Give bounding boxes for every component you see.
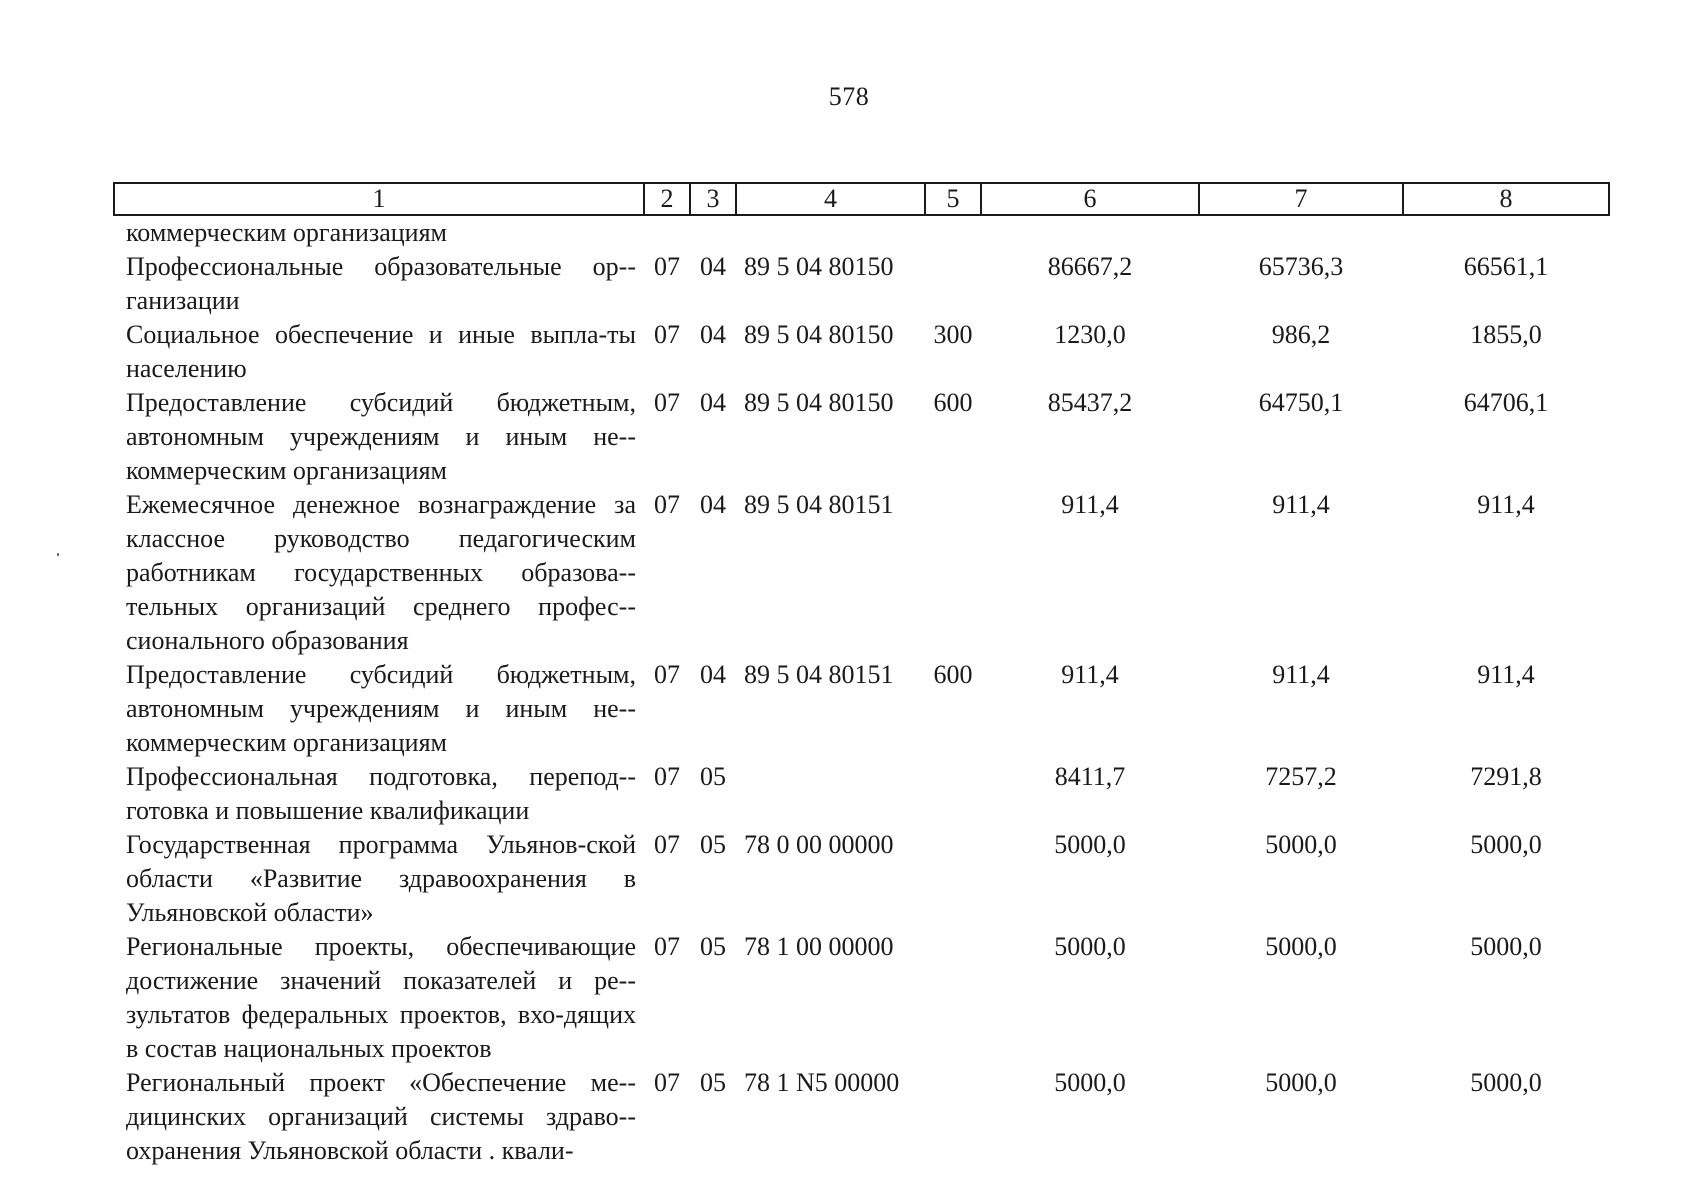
row-amount-7: 911,4	[1272, 490, 1330, 519]
row-section: 07	[654, 490, 680, 519]
header-col-6: 6	[981, 183, 1199, 215]
row-name: Профессиональные образовательные ор-ганизации	[126, 252, 636, 315]
row-amount-6: 86667,2	[1047, 252, 1133, 281]
row-amount-8: 5000,0	[1470, 830, 1542, 859]
header-col-8: 8	[1403, 183, 1609, 215]
header-row	[114, 183, 1609, 215]
table-row	[114, 318, 1609, 386]
row-expense-type	[925, 930, 981, 1066]
row-name: Ежемесячное денежное вознаграждение за классное руководство педагогическим работникам государственных образова-тельных организаций среднего профес-сионального образования	[126, 490, 636, 655]
row-section: 07	[654, 320, 680, 349]
row-expense-type	[925, 488, 981, 658]
header-col-7: 7	[1199, 183, 1403, 215]
row-section: 07	[654, 252, 680, 281]
budget-table	[113, 182, 1610, 1168]
table-row	[114, 386, 1609, 488]
row-amount-7: 5000,0	[1265, 932, 1337, 961]
row-name: Предоставление субсидий бюджетным, автономным учреждениям и иным не-коммерческим организациям	[126, 388, 636, 485]
row-name: Региональный проект «Обеспечение ме-дицинских организаций системы здраво-охранения Ульяновской области . квали-	[126, 1068, 636, 1165]
row-amount-6: 1230,0	[1054, 320, 1126, 349]
row-amount-7: 911,4	[1272, 660, 1330, 689]
row-amount-7: 986,2	[1271, 320, 1331, 349]
continuation-text: коммерческим организациям	[126, 218, 448, 247]
row-name: Региональные проекты, обеспечивающие достижение значений показателей и ре-зультатов федеральных проектов, вхо-дящих в состав национальных проектов	[126, 932, 636, 1063]
row-amount-6: 911,4	[1061, 490, 1119, 519]
table-row	[114, 828, 1609, 930]
header-col-4: 4	[736, 183, 925, 215]
page-number: 578	[828, 82, 870, 111]
row-amount-7: 5000,0	[1265, 830, 1337, 859]
row-target-code: 89 5 04 80150	[744, 252, 894, 281]
row-section: 07	[654, 762, 680, 791]
row-target-code: 89 5 04 80151	[744, 490, 894, 519]
row-section: 07	[654, 1068, 680, 1097]
row-subsection: 04	[700, 388, 726, 417]
table-row	[114, 1066, 1609, 1168]
table-row	[114, 658, 1609, 760]
row-target-code: 78 1 00 00000	[744, 932, 894, 961]
row-amount-8: 5000,0	[1470, 932, 1542, 961]
row-target-code: 89 5 04 80150	[744, 320, 894, 349]
table-row	[114, 760, 1609, 828]
row-section: 07	[654, 932, 680, 961]
row-section: 07	[654, 830, 680, 859]
row-expense-type	[925, 760, 981, 828]
table-row	[114, 930, 1609, 1066]
row-amount-7: 5000,0	[1265, 1068, 1337, 1097]
row-amount-6: 5000,0	[1054, 830, 1126, 859]
row-subsection: 04	[700, 660, 726, 689]
scan-speck	[57, 553, 59, 556]
row-section: 07	[654, 660, 680, 689]
row-amount-8: 64706,1	[1463, 388, 1549, 417]
row-amount-7: 7257,2	[1265, 762, 1337, 791]
row-target-code: 89 5 04 80151	[744, 660, 894, 689]
row-expense-type	[925, 1066, 981, 1168]
row-target-code	[736, 760, 925, 828]
row-amount-8: 66561,1	[1463, 252, 1549, 281]
row-expense-type: 600	[933, 660, 973, 689]
row-name: Социальное обеспечение и иные выпла-ты населению	[126, 320, 636, 383]
row-expense-type	[925, 250, 981, 318]
row-expense-type: 300	[933, 320, 973, 349]
header-col-3: 3	[690, 183, 736, 215]
row-amount-6: 911,4	[1061, 660, 1119, 689]
row-amount-6: 85437,2	[1047, 388, 1133, 417]
row-amount-8: 7291,8	[1470, 762, 1542, 791]
row-amount-7: 64750,1	[1258, 388, 1344, 417]
row-subsection: 05	[700, 762, 726, 791]
header-col-1: 1	[114, 183, 644, 215]
row-amount-8: 911,4	[1477, 660, 1535, 689]
row-subsection: 04	[700, 252, 726, 281]
row-name: Государственная программа Ульянов-ской области «Развитие здравоохранения в Ульяновской области»	[126, 830, 636, 927]
row-subsection: 05	[700, 932, 726, 961]
row-amount-8: 911,4	[1477, 490, 1535, 519]
table-row	[114, 250, 1609, 318]
row-subsection: 05	[700, 1068, 726, 1097]
row-target-code: 78 0 00 00000	[744, 830, 894, 859]
row-expense-type	[925, 828, 981, 930]
header-col-2: 2	[644, 183, 690, 215]
row-amount-6: 5000,0	[1054, 932, 1126, 961]
row-subsection: 04	[700, 490, 726, 519]
row-target-code: 89 5 04 80150	[744, 388, 894, 417]
row-section: 07	[654, 388, 680, 417]
row-subsection: 04	[700, 320, 726, 349]
row-expense-type: 600	[933, 388, 973, 417]
row-amount-7: 65736,3	[1258, 252, 1344, 281]
row-amount-6: 5000,0	[1054, 1068, 1126, 1097]
row-subsection: 05	[700, 830, 726, 859]
table-row	[114, 488, 1609, 658]
row-amount-8: 1855,0	[1470, 320, 1542, 349]
row-target-code: 78 1 N5 00000	[744, 1068, 900, 1097]
row-amount-8: 5000,0	[1470, 1068, 1542, 1097]
continuation-row	[114, 215, 1609, 250]
row-name: Профессиональная подготовка, перепод-готовка и повышение квалификации	[126, 762, 636, 825]
row-name: Предоставление субсидий бюджетным, автономным учреждениям и иным не-коммерческим организациям	[126, 660, 636, 757]
header-col-5: 5	[925, 183, 981, 215]
row-amount-6: 8411,7	[1054, 762, 1126, 791]
